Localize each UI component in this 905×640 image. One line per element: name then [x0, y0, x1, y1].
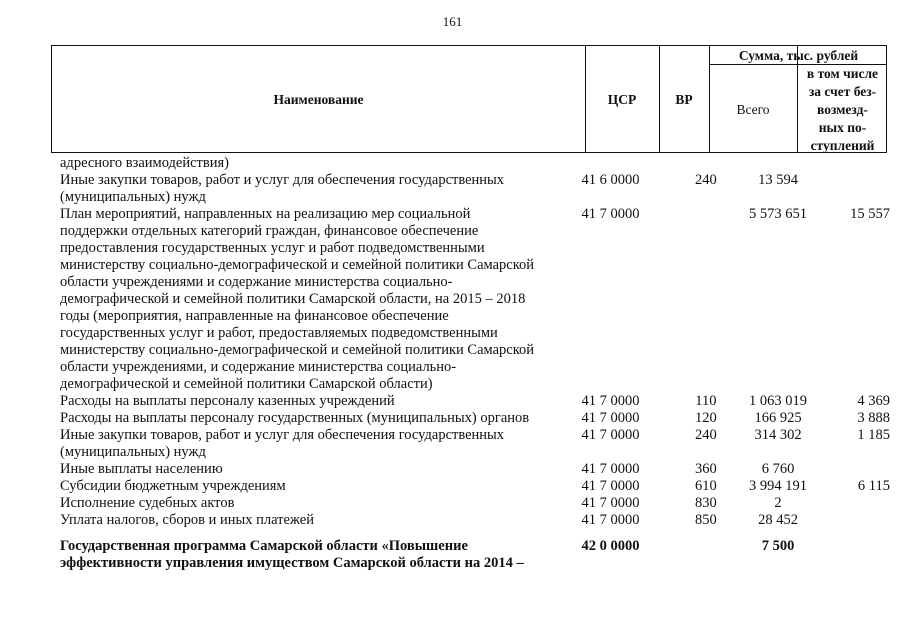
cell-csr [578, 155, 682, 172]
cell-name-line: поддержки отдельных категорий граждан, финансовое обеспечение [60, 223, 479, 239]
cell-total [731, 155, 826, 172]
cell-vr: 850 [695, 512, 717, 528]
cell-vr: 610 [695, 478, 717, 494]
header-sum-group: Сумма, тыс. рублей [738, 48, 859, 63]
cell-total: 5 573 651 [749, 206, 808, 222]
cell-csr: 41 7 0000 [581, 495, 640, 511]
cell-name-line: годы (мероприятия, направленные на финансовое обеспечение [60, 308, 449, 324]
cell-free-funds [825, 461, 890, 478]
table-row [60, 206, 890, 393]
table-row [60, 172, 890, 206]
cell-name-line: демографической и семейной политики Самарской области, на 2015 – 2018 [60, 291, 526, 307]
cell-csr: 41 7 0000 [581, 512, 640, 528]
header-free-line: ступлений [810, 138, 875, 153]
cell-name [60, 393, 578, 410]
table-row [60, 538, 890, 572]
header-name: Наименование [273, 92, 364, 107]
table-row [60, 393, 890, 410]
cell-free-funds [825, 495, 890, 512]
cell-total: 13 594 [758, 172, 798, 188]
cell-vr: 240 [695, 427, 717, 443]
cell-total: 2 [774, 495, 782, 511]
cell-free-funds: 1 185 [857, 427, 891, 443]
table-row [60, 495, 890, 512]
cell-total: 1 063 019 [749, 393, 808, 409]
cell-name-line: области учреждениями, и содержание министерства социально- [60, 359, 457, 375]
cell-vr [681, 206, 731, 393]
table-body [60, 155, 890, 572]
cell-name-line: Расходы на выплаты персоналу казенных учреждений [60, 393, 395, 409]
cell-csr: 41 7 0000 [581, 461, 640, 477]
cell-name-line: Иные выплаты населению [60, 461, 223, 477]
cell-total: 28 452 [758, 512, 798, 528]
cell-name-line: министерству социально-демографической и семейной политики Самарской [60, 257, 535, 273]
cell-free-funds: 4 369 [857, 393, 891, 409]
cell-csr: 41 7 0000 [581, 410, 640, 426]
cell-name-line: Расходы на выплаты персоналу государственных (муниципальных) органов [60, 410, 530, 426]
cell-name-line: Уплата налогов, сборов и иных платежей [60, 512, 314, 528]
cell-name-line: области учреждениями и содержание министерства социально- [60, 274, 453, 290]
table-header [51, 45, 887, 153]
cell-name-line: План мероприятий, направленных на реализацию мер социальной [60, 206, 471, 222]
cell-name [60, 172, 578, 206]
cell-name-line: Иные закупки товаров, работ и услуг для обеспечения государственных [60, 172, 505, 188]
cell-name [60, 538, 578, 572]
cell-name-line: эффективности управления имуществом Самарской области на 2014 – [60, 555, 524, 571]
cell-vr: 360 [695, 461, 717, 477]
cell-name [60, 410, 578, 427]
cell-free-funds: 15 557 [850, 206, 891, 222]
cell-free-funds [825, 538, 890, 572]
cell-vr: 120 [695, 410, 717, 426]
cell-free-funds: 3 888 [857, 410, 891, 426]
cell-name [60, 461, 578, 478]
cell-total: 314 302 [754, 427, 802, 443]
cell-name [60, 495, 578, 512]
cell-name-line: министерству социально-демографической и семейной политики Самарской [60, 342, 535, 358]
cell-name-line: Иные закупки товаров, работ и услуг для обеспечения государственных [60, 427, 505, 443]
cell-name [60, 206, 578, 393]
cell-name-line: предоставления государственных услуг и работ подведомственными [60, 240, 485, 256]
cell-total: 3 994 191 [749, 478, 808, 494]
table-row [60, 512, 890, 529]
header-free-line: в том числе [806, 66, 879, 81]
cell-total: 7 500 [761, 538, 795, 554]
header-free-line: возмезд- [817, 102, 868, 117]
cell-free-funds [825, 155, 890, 172]
table-row [60, 410, 890, 427]
header-csr: ЦСР [607, 92, 637, 107]
header-free-funds [797, 65, 888, 155]
cell-free-funds: 6 115 [857, 478, 891, 494]
cell-vr [681, 155, 731, 172]
cell-name [60, 512, 578, 529]
cell-name-line: адресного взаимодействия) [60, 155, 229, 171]
cell-name-line: государственных услуг и работ, предоставляемых подведомственными [60, 325, 498, 341]
cell-free-funds [825, 172, 890, 206]
cell-name-line: (муниципальных) нужд [60, 444, 206, 460]
cell-csr: 41 7 0000 [581, 427, 640, 443]
cell-csr: 42 0 0000 [581, 538, 640, 554]
cell-name [60, 427, 578, 461]
table-row [60, 427, 890, 461]
header-vr: ВР [675, 92, 693, 107]
header-free-line: за счет без- [808, 84, 877, 99]
cell-name-line: демографической и семейной политики Самарской области) [60, 376, 433, 392]
page-number: 161 [442, 14, 463, 29]
header-free-line: ных по- [818, 120, 867, 135]
cell-csr: 41 6 0000 [581, 172, 640, 188]
cell-name-line: Государственная программа Самарской области «Повышение [60, 538, 468, 554]
cell-csr: 41 7 0000 [581, 393, 640, 409]
table-row [60, 478, 890, 495]
cell-csr: 41 7 0000 [581, 478, 640, 494]
cell-vr [681, 538, 731, 572]
cell-csr: 41 7 0000 [581, 206, 640, 222]
cell-name-line: Субсидии бюджетным учреждениям [60, 478, 286, 494]
cell-total: 166 925 [754, 410, 802, 426]
table-row [60, 155, 890, 172]
cell-vr: 240 [695, 172, 717, 188]
cell-vr: 110 [695, 393, 717, 409]
cell-vr: 830 [695, 495, 717, 511]
table-row [60, 461, 890, 478]
header-total: Всего [736, 102, 770, 117]
cell-name [60, 155, 578, 172]
cell-total: 6 760 [761, 461, 795, 477]
cell-name-line: (муниципальных) нужд [60, 189, 206, 205]
cell-free-funds [825, 512, 890, 529]
cell-name-line: Исполнение судебных актов [60, 495, 235, 511]
cell-name [60, 478, 578, 495]
